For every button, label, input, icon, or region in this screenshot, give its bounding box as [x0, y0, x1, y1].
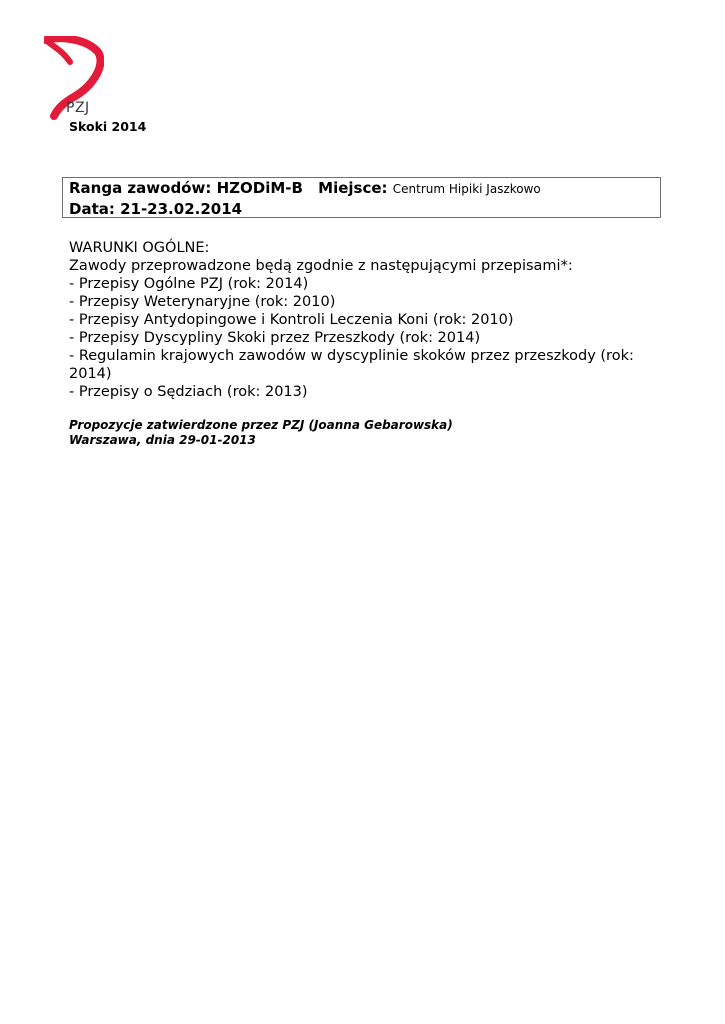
rank-place-row — [69, 179, 660, 199]
condition-item: - Przepisy Ogólne PZJ (rok: 2014) — [69, 276, 309, 292]
conditions-heading: WARUNKI OGÓLNE: — [69, 240, 210, 256]
logo-text: PZJ — [66, 100, 90, 116]
approval-line: Propozycje zatwierdzone przez PZJ (Joanna Gebarowska) — [69, 418, 453, 432]
place-value: Centrum Hipiki Jaszkowo — [392, 182, 541, 196]
date-label: Data: 21-23.02.2014 — [69, 200, 243, 218]
condition-item: - Regulamin krajowych zawodów w dyscyplinie skoków przez przeszkody (rok: 2014) — [69, 348, 634, 382]
rank-label: Ranga zawodów: HZODiM-B — [69, 179, 303, 197]
approval-place-date: Warszawa, dnia 29-01-2013 — [69, 433, 256, 447]
condition-item: - Przepisy o Sędziach (rok: 2013) — [69, 384, 308, 400]
condition-item: - Przepisy Antydopingowe i Kontroli Leczenia Koni (rok: 2010) — [69, 312, 514, 328]
document-subtitle: Skoki 2014 — [69, 119, 147, 134]
place-label: Miejsce: — [318, 179, 388, 197]
condition-item: - Przepisy Weterynaryjne (rok: 2010) — [69, 294, 336, 310]
conditions-intro: Zawody przeprowadzone będą zgodnie z następującymi przepisami*: — [69, 258, 573, 274]
condition-item: - Przepisy Dyscypliny Skoki przez Przeszkody (rok: 2014) — [69, 330, 481, 346]
approval-note — [69, 418, 453, 448]
pzj-logo — [44, 36, 104, 122]
competition-header-box — [62, 177, 661, 218]
general-conditions — [69, 239, 659, 401]
